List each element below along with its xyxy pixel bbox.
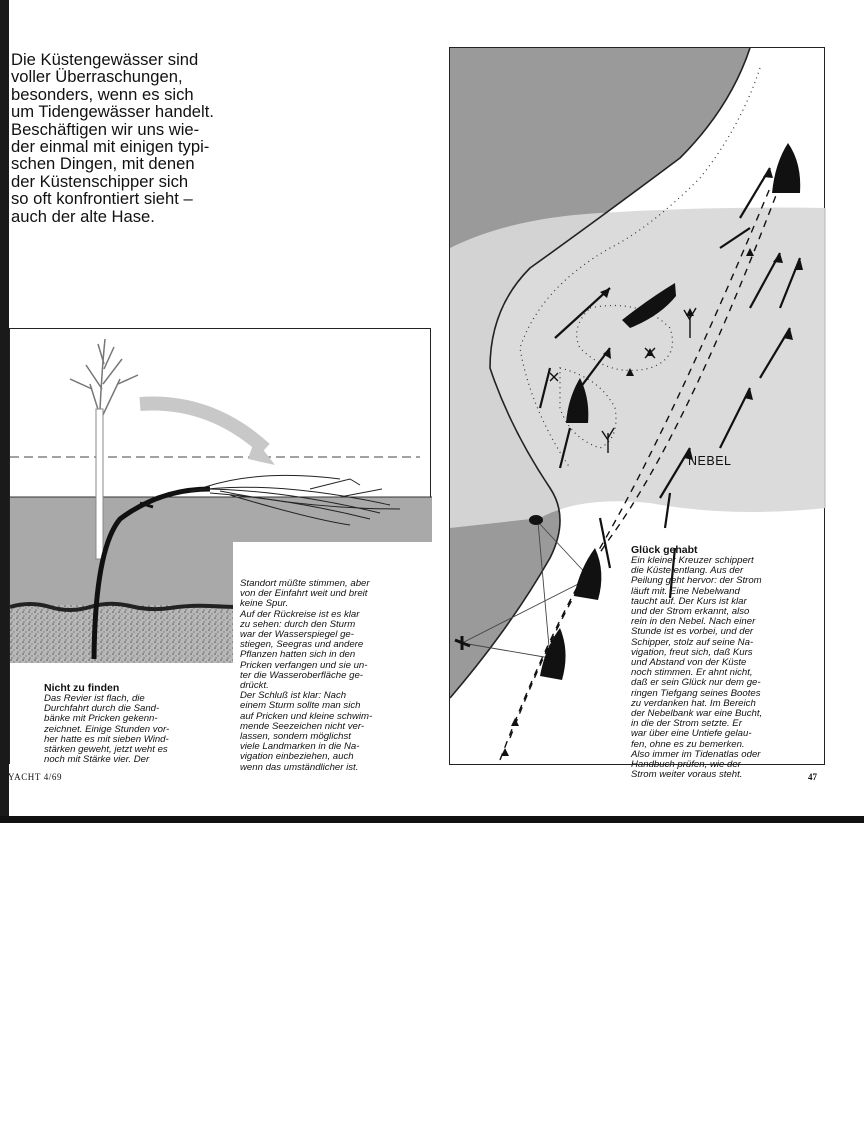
- caption-line: keine Spur.: [240, 598, 289, 610]
- caption-line: stiegen, Seegras und andere: [240, 639, 364, 651]
- scan-edge: [0, 0, 9, 822]
- caption-line: ter die Wasseroberfläche ge-: [240, 669, 364, 681]
- intro-line: so oft konfrontiert sieht –: [11, 189, 193, 209]
- intro-line: besonders, wenn es sich: [11, 84, 194, 104]
- footer-page-number: 47: [808, 772, 817, 782]
- caption-line: zu sehen: durch den Sturm: [240, 618, 356, 630]
- scan-edge-bottom: [0, 816, 864, 823]
- caption-line: bänke mit Pricken gekenn-: [44, 713, 158, 725]
- caption-line: stärken geweht, jetzt weht es: [44, 744, 168, 756]
- intro-line: um Tidengewässer handelt.: [11, 102, 214, 122]
- caption-line: einem Sturm sollte man sich: [240, 700, 361, 712]
- caption-line: Stunde ist es vorbei, und der: [631, 626, 754, 638]
- intro-line: Beschäftigen wir uns wie-: [11, 119, 200, 139]
- caption-column-2: [240, 579, 426, 773]
- caption-line: vigation einbeziehen, auch: [240, 751, 354, 763]
- caption-line: die Küste entlang. Aus der: [631, 565, 744, 577]
- caption-line: ringen Tiefgang seines Bootes: [631, 687, 761, 699]
- caption-line: Handbuch prüfen, wie der: [631, 759, 741, 771]
- caption-line: Also immer im Tidenatlas oder: [631, 748, 761, 760]
- caption-line: noch mit Stärke vier. Der: [44, 754, 150, 766]
- caption-line: her hatte es mit sieben Wind-: [44, 733, 169, 745]
- caption-line: zu verdanken hat. Im Bereich: [631, 697, 756, 709]
- caption-line: war der Wasserspiegel ge-: [240, 629, 354, 641]
- caption-line: daß er sein Glück nur dem ge-: [631, 677, 761, 689]
- caption-line: noch stimmen. Er ahnt nicht,: [631, 667, 753, 679]
- caption-line: war über eine Untiefe gelau-: [631, 728, 752, 740]
- caption-line: und Abstand von der Küste: [631, 657, 747, 669]
- footer-magazine-issue: YACHT 4/69: [8, 772, 63, 782]
- caption-line: und der Strom erkannt, also: [631, 606, 750, 618]
- caption-line: in die der Strom setzte. Er: [631, 718, 742, 730]
- caption-line: Pricken verfangen und sie un-: [240, 659, 368, 671]
- caption-line: der Nebelbank war eine Bucht,: [631, 708, 763, 720]
- caption-line: Ein kleiner Kreuzer schippert: [631, 555, 754, 566]
- caption-line: Der Schluß ist klar: Nach: [240, 690, 347, 702]
- caption-line: auf Pricken und kleine schwim-: [240, 710, 373, 722]
- caption-line: zeichnet. Einige Stunden vor-: [44, 723, 170, 735]
- caption-line: Standort müßte stimmen, aber: [240, 578, 370, 589]
- caption-line: vigation, freut sich, daß Kurs: [631, 646, 753, 658]
- intro-line: der einmal mit einigen typi-: [11, 137, 210, 157]
- caption-line: Das Revier ist flach, die: [44, 693, 145, 704]
- caption-line: Pflanzen hatten sich in den: [240, 649, 356, 661]
- caption-line: lassen, sondern möglichst: [240, 731, 351, 743]
- intro-line: der Küstenschipper sich: [11, 171, 189, 191]
- intro-line: voller Überraschungen,: [11, 67, 183, 87]
- caption-line: von der Einfahrt weit und breit: [240, 588, 368, 600]
- fog-label: NEBEL: [688, 454, 732, 468]
- caption-line: fen, ohne es zu bemerken.: [631, 738, 745, 750]
- caption-line: rein in den Nebel. Nach einer: [631, 616, 756, 628]
- section-heading: Nicht zu finden: [44, 682, 120, 694]
- figure-nicht-zu-finden: [9, 328, 431, 773]
- intro-text: [11, 51, 311, 225]
- caption-line: wenn das umständlicher ist.: [240, 761, 359, 773]
- caption-line: Strom weiter voraus steht.: [631, 769, 743, 781]
- intro-line: Die Küstengewässer sind: [11, 50, 199, 69]
- caption-line: Auf der Rückreise ist es klar: [240, 608, 360, 620]
- caption-line: taucht auf. Der Kurs ist klar: [631, 595, 747, 607]
- section-heading: Glück gehabt: [631, 544, 698, 556]
- caption-line: Durchfahrt durch die Sand-: [44, 703, 160, 715]
- caption-line: mende Seezeichen nicht ver-: [240, 720, 365, 732]
- caption-line: drückt.: [240, 680, 269, 692]
- caption-line: viele Landmarken in die Na-: [240, 741, 360, 753]
- intro-line: auch der alte Hase.: [11, 206, 155, 226]
- caption-line: Schipper, stolz auf seine Na-: [631, 636, 754, 648]
- caption-line: Peilung geht hervor: der Strom: [631, 575, 762, 587]
- intro-line: schen Dingen, mit denen: [11, 154, 195, 174]
- caption-line: läuft mit. Eine Nebelwand: [631, 585, 740, 597]
- caption-column-1: [44, 694, 230, 765]
- caption-glueck-gehabt: [631, 556, 819, 780]
